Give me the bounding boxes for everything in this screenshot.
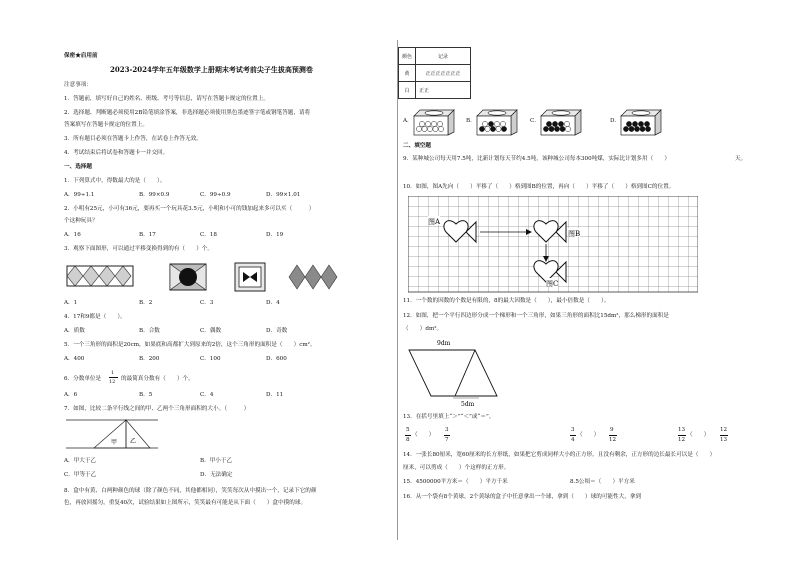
box-d-figure xyxy=(619,106,663,136)
question-5: 5．一个三角形的面积是20cm，如果底和高都扩大到原来的2倍，这个三角形的面积是（ ）cm²。 xyxy=(64,342,316,348)
q4-option-d: D．奇数 xyxy=(266,328,288,334)
question-2: 2．小明有25元，小可有36元，要再买一个玩具花3.5元，小明和小可的钱加起来多可以买（ ） xyxy=(64,206,315,212)
question-2-cont: 个这种玩具？ xyxy=(64,218,98,224)
q10-grid-figure xyxy=(408,196,698,294)
box-a-figure xyxy=(412,106,456,136)
question-15-part-2: 8.5公顷＝（ ）平方米 xyxy=(570,479,635,485)
q6-fraction-bar xyxy=(109,377,118,378)
q7-option-c: C．甲等于乙 xyxy=(64,472,97,478)
q3-pattern-figure-1 xyxy=(66,264,136,290)
q2-option-c: C．18 xyxy=(200,232,217,238)
q4-option-a: A．质数 xyxy=(64,328,85,334)
question-3: 3．观察下面图形，可以通过平移变换得到的有（ ）个。 xyxy=(64,246,213,252)
q2-option-b: B．17 xyxy=(139,232,156,238)
section-2-heading: 二、填空题 xyxy=(403,143,431,149)
question-14: 14．一张长80厘米，宽60厘米的长方形纸，如果把它剪成同样大小的正方形，且没有剩余，正方形的边长最长可以是（ ） xyxy=(403,452,716,458)
q7-label-jia: 甲 xyxy=(111,439,118,446)
question-12: 12．如图，把一个平行四边形分成一个梯形和一个三角形，如果三角形的面积比15dm²，那么梯形的面积是 xyxy=(403,313,669,319)
exam-title: 2023-2024学年五年级数学上册期末考试考前尖子生拔高预测卷 xyxy=(110,65,313,74)
q5-option-d: D．600 xyxy=(266,356,287,362)
q13-3-bar-1 xyxy=(678,435,686,436)
question-10: 10．如图，图A先向（ ）平移了（ ）格到图B的位置，再向（ ）平移了（ ）格到图C的位置。 xyxy=(403,184,675,190)
q5-option-a: A．400 xyxy=(64,356,85,362)
q3-diamonds-figure xyxy=(288,262,340,292)
section-1-heading: 一、选择题 xyxy=(64,164,92,170)
tally-row-white-label: 白 xyxy=(399,82,416,99)
box-c-figure xyxy=(539,106,583,136)
question-9: 9．某种城公司每天用7.5吨，比新计划每天节约4.5吨，该种城公司每本300吨煤，实际比计划多用（ ） xyxy=(403,156,670,162)
q13-1-blank[interactable]: （ ） xyxy=(412,432,435,438)
grid-label-b: 图B xyxy=(568,230,581,238)
tally-header-record: 记录 xyxy=(416,48,471,65)
q13-2-num-2: 9 xyxy=(610,427,614,433)
q3-option-b: B．2 xyxy=(139,300,153,306)
grid-label-a: 图A xyxy=(428,218,441,226)
q13-1-num-2: 3 xyxy=(445,427,449,433)
q1-option-a: A．99÷1.1 xyxy=(64,192,95,198)
box-b-figure xyxy=(475,106,519,136)
q7-triangles-figure xyxy=(66,414,158,452)
q3-circle-figure xyxy=(168,262,208,292)
q13-3-bar-2 xyxy=(720,435,728,436)
q3-option-a: A．1 xyxy=(64,300,78,306)
q13-1-bar-1 xyxy=(405,435,411,436)
q12-label-top: 9dm xyxy=(437,340,451,347)
q13-2-bar-2 xyxy=(609,435,617,436)
q13-1-num-1: 5 xyxy=(406,427,410,433)
q4-option-c: C．偶数 xyxy=(200,328,222,334)
q13-1-den-1: 8 xyxy=(406,437,410,443)
q13-2-bar-1 xyxy=(570,435,576,436)
q13-2-blank[interactable]: （ ） xyxy=(577,432,600,438)
question-7: 7．如图，比较二条平行线之间的甲、乙两个三角形面积的大小。（ ） xyxy=(64,406,250,412)
q13-2-num-1: 3 xyxy=(571,427,575,433)
question-1: 1．下列算式中，得数最大的是（ ）。 xyxy=(64,178,166,184)
q13-3-den-1: 12 xyxy=(678,437,686,443)
question-8: 8．盒中有黄、白两种颜色的球（除了颜色不同，其他都相同），笑笑每次从中摸出一个，记录下它的颜 xyxy=(64,488,317,494)
q6-option-b: B．5 xyxy=(139,392,153,398)
box-option-d: D． xyxy=(610,118,621,124)
q2-option-a: A．16 xyxy=(64,232,81,238)
q6-option-d: D．11 xyxy=(266,392,284,398)
q13-1-den-2: 7 xyxy=(445,437,449,443)
q12-parallelogram-figure xyxy=(405,338,505,408)
q2-option-d: D．19 xyxy=(266,232,284,238)
q13-item-3 xyxy=(678,427,738,447)
box-option-c: C． xyxy=(530,118,540,124)
notice-heading: 注意事项： xyxy=(64,82,92,88)
question-8-cont: 色，再放回摇匀，重复40次，试验结果如上图所示，笑笑最有可能是从下面（ ）盒中摸的球。 xyxy=(64,500,307,506)
q13-2-den-1: 4 xyxy=(571,437,575,443)
tally-row-white-marks: 正正 xyxy=(416,82,471,99)
q7-option-d: D．无法确定 xyxy=(200,472,233,478)
q13-2-den-2: 12 xyxy=(609,437,617,443)
tally-header-color: 颜色 xyxy=(399,48,416,65)
notice-3: 3．所有题目必须在答题卡上作答，在试卷上作答无效。 xyxy=(64,136,202,142)
question-11: 11．一个数的因数的个数是有限的，8的最大因数是（ ），最小倍数是（ ）。 xyxy=(403,298,610,304)
q1-option-b: B．99×0.9 xyxy=(139,192,170,198)
question-14-cont: 厘米，可以剪成（ ）个这样的正方形。 xyxy=(403,465,510,471)
question-16: 16．从一个袋有8个黄球，2个黄绿的盒子中任意拿出一个球，拿到（ ）球的可能性大，拿到 xyxy=(403,494,641,500)
q4-option-b: B．合数 xyxy=(139,328,160,334)
q13-item-1 xyxy=(405,427,465,447)
tally-row-yellow-label: 黄 xyxy=(399,65,416,82)
tally-row-yellow-marks: 正正正正正正正 xyxy=(416,65,471,82)
secret-label: 保密★启用前 xyxy=(64,53,98,59)
q13-item-2 xyxy=(570,427,630,447)
box-option-a: A． xyxy=(403,118,413,124)
question-6-prefix: 6．分数单位是 xyxy=(64,376,102,382)
q5-option-b: B．200 xyxy=(139,356,160,362)
q7-label-yi: 乙 xyxy=(130,438,137,445)
question-4: 4．17和9都是（ ）。 xyxy=(64,314,126,320)
notice-2b: 答案填写在答题卡规定的位置上。 xyxy=(64,122,148,128)
notice-2: 2．选择题、判断题必须使用2B铅笔填涂答案，非选择题必须使用黑色墨迹签字笔或钢笔答题，请将 xyxy=(64,110,311,116)
question-13: 13．在括号里填上“＞”“＜”或“＝”。 xyxy=(403,414,495,420)
q1-option-d: D．99×1.01 xyxy=(266,192,301,198)
q13-1-bar-2 xyxy=(444,435,450,436)
grid-label-c: 图C xyxy=(546,280,559,288)
q13-3-num-2: 12 xyxy=(720,427,728,433)
q12-label-bottom: 5dm xyxy=(461,401,475,408)
question-6-suffix: 的最简真分数有（ ）个。 xyxy=(121,376,194,382)
q6-option-c: C．4 xyxy=(200,392,214,398)
q6-fraction-denominator: 12 xyxy=(109,379,116,385)
q13-3-den-2: 13 xyxy=(720,437,728,443)
page-divider xyxy=(397,40,398,540)
q7-option-b: B．甲小于乙 xyxy=(200,458,233,464)
q6-option-a: A．6 xyxy=(64,392,78,398)
question-15-part-1: 15．4500000平方米＝（ ）平方千米 xyxy=(403,479,508,485)
question-9-cont: 天。 xyxy=(735,156,747,162)
notice-4: 4．考试结束后将试卷和答题卡一并交回。 xyxy=(64,150,169,156)
q13-3-num-1: 13 xyxy=(678,427,686,433)
q3-option-c: C．3 xyxy=(200,300,214,306)
q3-bowtie-figure xyxy=(234,262,266,292)
notice-1: 1．答题前，填写好自己的姓名、班级、考号等信息，请写在答题卡规定的位置上。 xyxy=(64,96,269,102)
question-12-cont: （ ）dm²。 xyxy=(403,326,443,332)
q7-option-a: A．甲大于乙 xyxy=(64,458,97,464)
q3-option-d: D．4 xyxy=(266,300,280,306)
q1-option-c: C．99÷0.9 xyxy=(200,192,231,198)
q5-option-c: C．100 xyxy=(200,356,221,362)
box-option-b: B． xyxy=(466,118,476,124)
tally-table xyxy=(398,47,471,99)
q13-3-blank[interactable]: （ ） xyxy=(687,432,710,438)
q6-fraction-numerator: 1 xyxy=(111,370,115,376)
